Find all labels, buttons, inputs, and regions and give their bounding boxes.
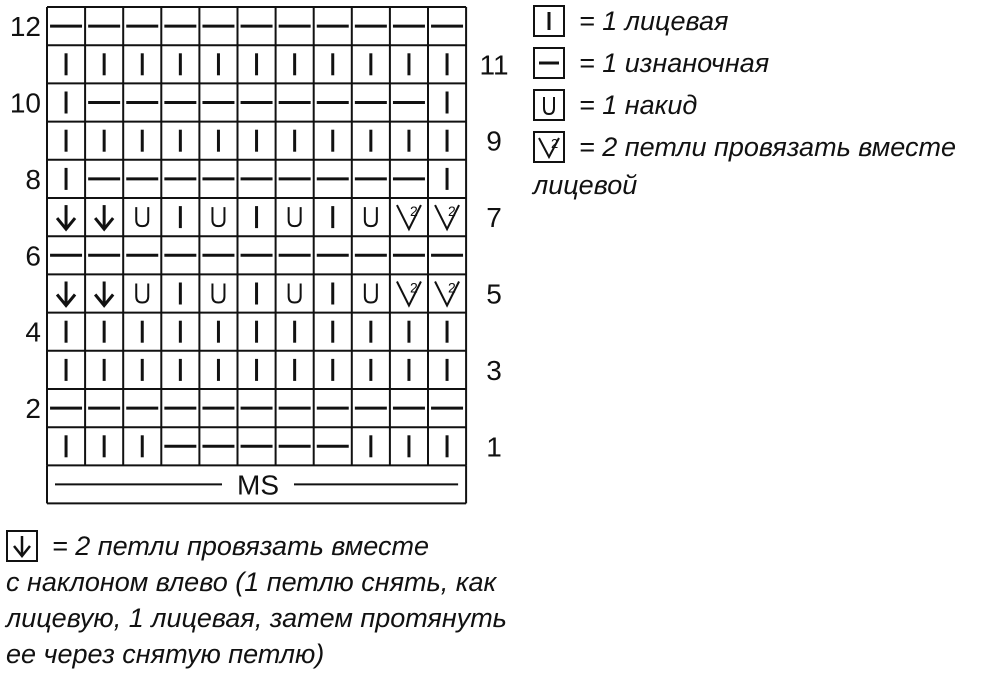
legend-yarn-over (533, 89, 697, 121)
row-number: 6 (25, 240, 41, 272)
legend-ssk-line-3: лицевую, 1 лицевая, затем протянуть (6, 603, 507, 633)
ms-label: MS (237, 469, 279, 501)
u-shape-icon (365, 207, 377, 226)
legend-purl-text: = 1 изнаночная (579, 47, 770, 78)
legend-yarn-over-text: = 1 накид (579, 89, 698, 120)
row-number: 7 (486, 202, 502, 234)
v-two-icon (533, 131, 565, 163)
svg-text:2: 2 (551, 136, 559, 151)
v-two-icon-digit: 2 (448, 203, 456, 220)
u-shape-icon (212, 207, 224, 226)
u-shape-icon (212, 207, 224, 226)
down-arrow-icon (6, 530, 38, 562)
row-number: 5 (486, 278, 502, 310)
legend-k2tog-text-2: лицевой (533, 170, 638, 200)
row-number: 3 (486, 354, 502, 386)
down-arrow-icon (95, 282, 113, 306)
u-shape-icon (212, 284, 224, 303)
row-number: 8 (25, 163, 41, 195)
u-shape-icon (136, 207, 148, 226)
u-shape-icon (136, 284, 148, 303)
vertical-bar-icon (533, 5, 565, 37)
legend-ssk (6, 528, 507, 672)
v-two-icon (397, 280, 421, 306)
legend-k2tog (533, 131, 956, 163)
u-shape-icon (136, 207, 148, 226)
row-number: 12 (9, 11, 41, 43)
down-arrow-icon (57, 205, 75, 229)
legend-purl (533, 47, 769, 79)
legend-ssk-line-2: с наклоном влево (1 петлю снять, как (6, 567, 497, 597)
u-shape-icon (289, 207, 301, 226)
legend-knit-text: = 1 лицевая (579, 5, 729, 36)
horizontal-dash-icon (533, 47, 565, 79)
down-arrow-icon (57, 282, 75, 306)
v-two-icon (397, 203, 421, 229)
row-number: 2 (25, 393, 41, 425)
u-shape-icon (289, 284, 301, 303)
row-number: 11 (479, 49, 509, 81)
v-two-icon-digit: 2 (409, 203, 418, 220)
legend-ssk-line-1: = 2 петли провязать вместе (52, 531, 429, 561)
u-shape-icon (289, 284, 301, 303)
row-number: 9 (486, 125, 502, 157)
down-arrow-icon (95, 205, 113, 229)
u-shape-icon (136, 284, 148, 303)
legend-knit (533, 5, 728, 37)
u-shape-icon (365, 284, 377, 303)
row-number: 10 (9, 87, 41, 119)
legend-ssk-line-4: ее через снятую петлю) (6, 639, 325, 669)
v-two-icon (435, 203, 459, 229)
u-shape-icon (289, 207, 301, 226)
u-shape-icon (365, 207, 377, 226)
v-two-icon-digit: 2 (448, 279, 456, 296)
v-two-icon-digit: 2 (409, 279, 418, 296)
legend-k2tog-text: = 2 петли провязать вместе (579, 131, 956, 162)
u-shape-icon (365, 284, 377, 303)
u-shape-icon (533, 89, 565, 121)
row-number: 4 (25, 316, 41, 348)
v-two-icon (435, 280, 459, 306)
u-shape-icon (212, 284, 224, 303)
row-number: 1 (486, 431, 502, 463)
